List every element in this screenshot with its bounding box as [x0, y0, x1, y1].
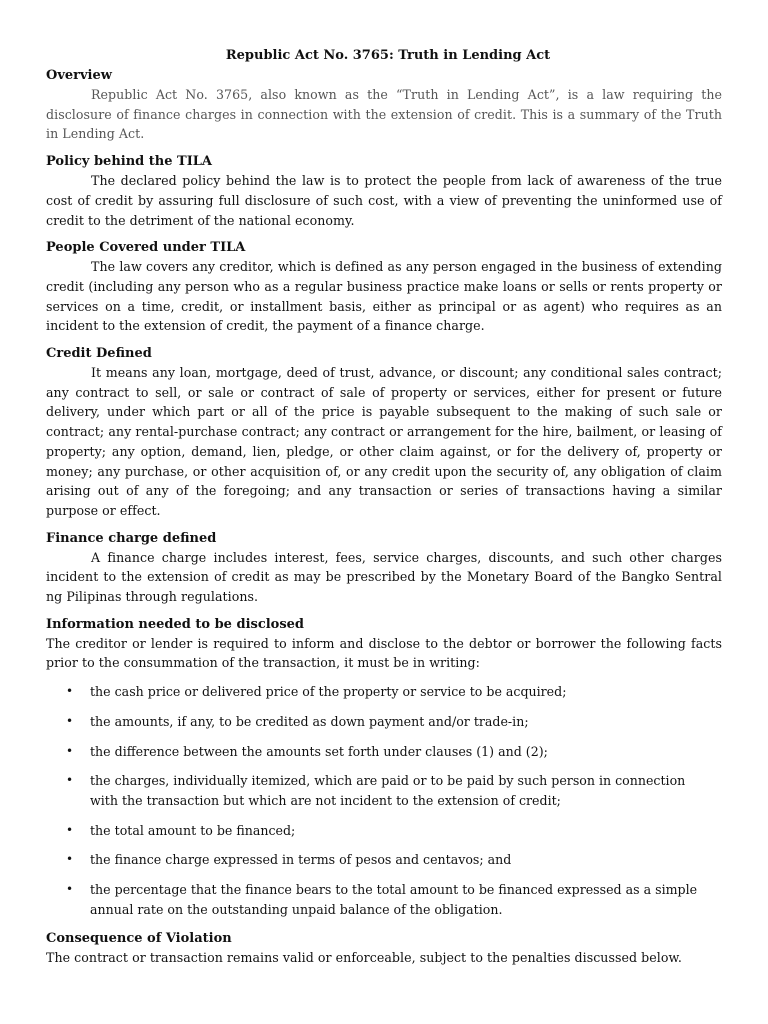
- paragraph-disclosure-intro: The creditor or lender is required to inform and disclose to the debtor or borrower the following facts prior to the consummation of the transaction, it must be in writing:: [46, 635, 722, 671]
- paragraph-policy: The declared policy behind the law is to protect the people from lack of awareness of the true cost of credit by assuring full disclosure of such cost, with a view of preventing the uninformed use of credit to the detriment of the national economy.: [46, 173, 722, 228]
- list-item-text: the percentage that the finance bears to the total amount to be financed expressed as a simple annual rate on the outstanding unpaid balance of the obligation.: [90, 882, 698, 917]
- list-item: [46, 742, 722, 762]
- paragraph-finance-charge: A finance charge includes interest, fees, service charges, discounts, and such other charges incident to the extension of credit as may be prescribed by the Monetary Board of the Bangko Sentral ng Pilipinas through regulations.: [46, 549, 722, 605]
- list-item-text: the finance charge expressed in terms of pesos and centavos; and: [90, 852, 512, 868]
- list-item-text: the difference between the amounts set forth under clauses (1) and (2);: [90, 743, 548, 759]
- list-item: [46, 880, 722, 919]
- list-item-text: the charges, individually itemized, which are paid or to be paid by such person in connection with the transaction but which are not incident to the extension of credit;: [90, 773, 686, 808]
- heading-overview: Overview: [46, 68, 112, 83]
- heading-policy: Policy behind the TILA: [46, 154, 213, 170]
- document-title: Republic Act No. 3765: Truth in Lending Act: [225, 48, 551, 63]
- list-item: [46, 771, 722, 810]
- bullet-icon: •: [66, 713, 74, 728]
- bullet-icon: •: [66, 684, 74, 699]
- bullet-icon: •: [66, 743, 74, 758]
- heading-finance-charge: Finance charge defined: [46, 530, 217, 546]
- paragraph-people-covered: The law covers any creditor, which is defined as any person engaged in the business of extending credit (including any person who as a regular business practice make loans or sells or rents property or services on a time, credit, or installment basis, either as principal or as agent) who requires as an incident to the extension of credit, the payment of a finance charge.: [46, 259, 722, 334]
- list-item: [46, 850, 722, 870]
- heading-information-disclosed: Information needed to be disclosed: [46, 616, 305, 632]
- list-item: [46, 682, 722, 702]
- list-item-text: the cash price or delivered price of the property or service to be acquired;: [90, 684, 567, 700]
- heading-consequence: Consequence of Violation: [46, 930, 232, 946]
- list-item-text: the amounts, if any, to be credited as down payment and/or trade-in;: [90, 713, 529, 729]
- paragraph-overview: Republic Act No. 3765, also known as the “Truth in Lending Act”, is a law requiring the disclosure of finance charges in connection with the extension of credit. This is a summary of the Truth in Lending Act.: [46, 87, 722, 142]
- list-item-text: the total amount to be financed;: [90, 822, 296, 838]
- bullet-icon: •: [66, 852, 74, 867]
- heading-people-covered: People Covered under TILA: [46, 240, 246, 256]
- bullet-icon: •: [66, 773, 74, 788]
- bullet-icon: •: [66, 822, 74, 837]
- heading-credit-defined: Credit Defined: [46, 346, 152, 362]
- paragraph-credit-defined: It means any loan, mortgage, deed of trust, advance, or discount; any conditional sales contract; any contract to sell, or sale or contract of sale of property or services, either for present or future delivery, under which part or all of the price is payable subsequent to the making of such sale or contract; any rental-purchase contract; any contract or arrangement for the hire, bailment, or leasing of property; any option, demand, lien, pledge, or other claim against, or for the delivery of, property or money; any purchase, or other acquisition of, or any credit upon the security of, any obligation of claim arising out of any of the foregoing; and any transaction or series of transactions having a similar purpose or effect.: [46, 365, 722, 518]
- list-item: [46, 821, 722, 841]
- disclosure-list: [46, 682, 722, 919]
- list-item: [46, 712, 722, 732]
- paragraph-consequence: The contract or transaction remains valid or enforceable, subject to the penalties discussed below.: [46, 949, 682, 965]
- bullet-icon: •: [66, 882, 74, 897]
